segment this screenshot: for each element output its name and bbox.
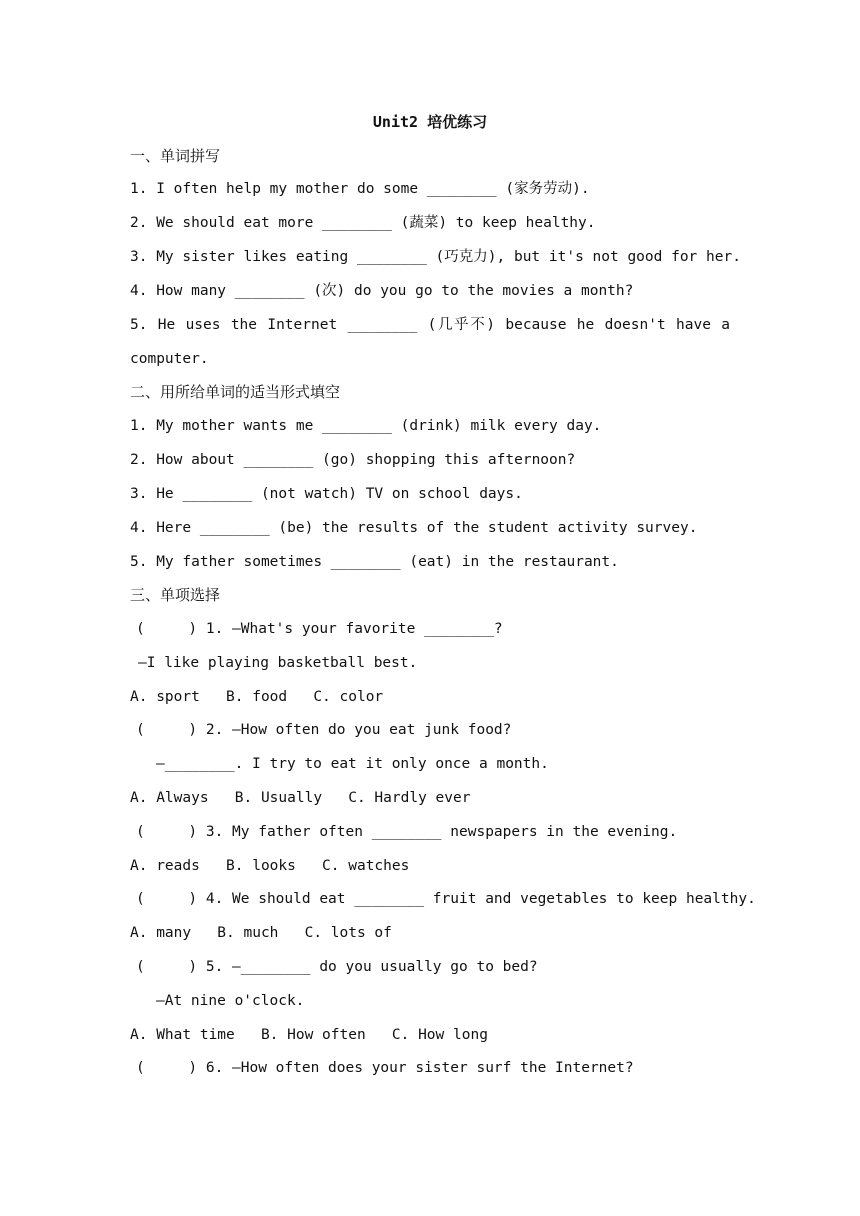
- mc-dialogue-line: —I like playing basketball best.: [138, 655, 418, 671]
- mc-question: ( ) 1. —What's your favorite ________?: [136, 621, 503, 637]
- mc-options: A. Always B. Usually C. Hardly ever: [130, 790, 471, 806]
- question-line: 2. How about ________ (go) shopping this afternoon?: [130, 452, 576, 468]
- question-line-continued: computer.: [130, 351, 209, 367]
- mc-options: A. reads B. looks C. watches: [130, 858, 410, 874]
- question-line: 5. My father sometimes ________ (eat) in the restaurant.: [130, 554, 619, 570]
- section-heading-word-forms: 二、用所给单词的适当形式填空: [130, 383, 341, 401]
- mc-options: A. sport B. food C. color: [130, 689, 384, 705]
- question-line: 3. He ________ (not watch) TV on school days.: [130, 486, 523, 502]
- question-line: 3. My sister likes eating ________ (巧克力), but it's not good for her.: [130, 249, 741, 265]
- question-line: 4. Here ________ (be) the results of the student activity survey.: [130, 520, 698, 536]
- page-title: Unit2 培优练习: [372, 113, 488, 131]
- section-heading-spelling: 一、单词拼写: [130, 147, 221, 165]
- mc-dialogue-line: —At nine o'clock.: [156, 993, 305, 1009]
- question-line: 1. My mother wants me ________ (drink) milk every day.: [130, 418, 602, 434]
- question-line: 2. We should eat more ________ (蔬菜) to keep healthy.: [130, 215, 596, 231]
- mc-question: ( ) 4. We should eat ________ fruit and vegetables to keep healthy.: [136, 891, 756, 907]
- mc-question: ( ) 5. —________ do you usually go to bed?: [136, 959, 538, 975]
- mc-dialogue-line: —________. I try to eat it only once a month.: [156, 756, 549, 772]
- mc-options: A. many B. much C. lots of: [130, 925, 392, 941]
- mc-question: ( ) 2. —How often do you eat junk food?: [136, 722, 512, 738]
- mc-question: ( ) 6. —How often does your sister surf the Internet?: [136, 1060, 634, 1076]
- question-line: 4. How many ________ (次) do you go to the movies a month?: [130, 283, 634, 299]
- question-line: 5. He uses the Internet ________ (几乎不) because he doesn't have a: [130, 317, 730, 333]
- mc-question: ( ) 3. My father often ________ newspapers in the evening.: [136, 824, 678, 840]
- question-line: 1. I often help my mother do some ________ (家务劳动).: [130, 181, 590, 197]
- section-heading-multiple-choice: 三、单项选择: [130, 586, 221, 604]
- mc-options: A. What time B. How often C. How long: [130, 1027, 488, 1043]
